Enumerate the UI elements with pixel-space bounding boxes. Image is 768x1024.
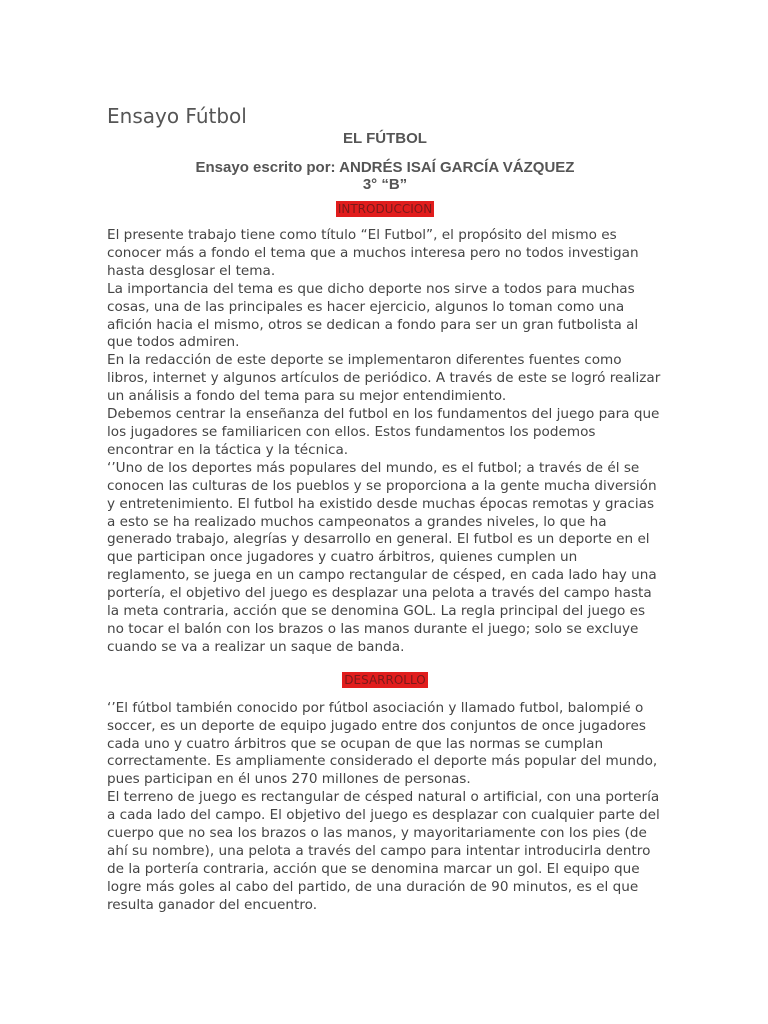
intro-section-label: INTRODUCCION xyxy=(337,202,433,216)
essay-heading: EL FÚTBOL xyxy=(343,130,427,147)
intro-paragraph: La importancia del tema es que dicho deporte nos sirve a todos para muchas cosas, una de las principales es hacer ejercicio, algunos lo toman como una afición hacia el mismo, otros se dedican a fondo para ser un gran futbolista al que todos admiren. xyxy=(107,280,639,351)
intro-section-body xyxy=(107,227,663,657)
development-section-body xyxy=(107,700,663,915)
grade-line: 3° “B” xyxy=(362,176,408,193)
document-page xyxy=(107,104,663,915)
document-title: Ensayo Fútbol xyxy=(107,104,247,128)
author-line: Ensayo escrito por: ANDRÉS ISAÍ GARCÍA VÁZQUEZ xyxy=(195,159,575,176)
development-section-label: DESARROLLO xyxy=(344,672,426,687)
development-paragraph: El terreno de juego es rectangular de césped natural o artificial, con una portería a cada lado del campo. El objetivo del juego es desplazar con cualquier parte del cuerpo que no sea los brazos o las manos, y mayoritariamente con los pies (de ahí su nombre), una pelota a través del campo para intentar introducirla dentro de la portería contraria, acción que se denomina marcar un gol. El equipo que logre más goles al cabo del partido, de una duración de 90 minutos, es el que resulta ganador del encuentro. xyxy=(107,789,660,913)
intro-paragraph: Debemos centrar la enseñanza del futbol en los fundamentos del juego para que los jugadores se familiaricen con ellos. Estos fundamentos los podemos encontrar en la táctica y la técnica. xyxy=(107,406,660,458)
intro-paragraph: El presente trabajo tiene como título “El Futbol”, el propósito del mismo es conocer más a fondo el tema que a muchos interesa pero no todos investigan hasta desglosar el tema. xyxy=(107,227,639,279)
intro-paragraph: ‘’Uno de los deportes más populares del mundo, es el futbol; a través de él se conocen las culturas de los pueblos y se proporciona a la gente mucha diversión y entretenimiento. El futbol ha existido desde muchas épocas remotas y gracias a esto se ha realizado muchos campeonatos a grandes niveles, lo que ha generado trabajo, alegrías y desarrollo en general. El futbol es un deporte en el que participan once jugadores y cuatro árbitros, quienes cumplen un reglamento, se juega en un campo rectangular de césped, en cada lado hay una portería, el objetivo del juego es desplazar una pelota a través del campo hasta la meta contraria, acción que se denomina GOL. La regla principal del juego es no tocar el balón con los brazos o las manos durante el juego; solo se excluye cuando se va a realizar un saque de banda. xyxy=(107,459,657,655)
development-section-header xyxy=(107,671,663,689)
intro-paragraph: En la redacción de este deporte se implementaron diferentes fuentes como libros, internet y algunos artículos de periódico. A través de este se logró realizar un análisis a fondo del tema para su mejor entendimiento. xyxy=(107,352,661,405)
development-paragraph: ‘’El fútbol también conocido por fútbol asociación y llamado futbol, balompié o soccer, es un deporte de equipo jugado entre dos conjuntos de once jugadores cada uno y cuatro árbitros que se ocupan de que las normas se cumplan correctamente. Es ampliamente considerado el deporte más popular del mundo, pues participan en él unos 270 millones de personas. xyxy=(107,699,658,788)
intro-section-header xyxy=(107,200,663,218)
